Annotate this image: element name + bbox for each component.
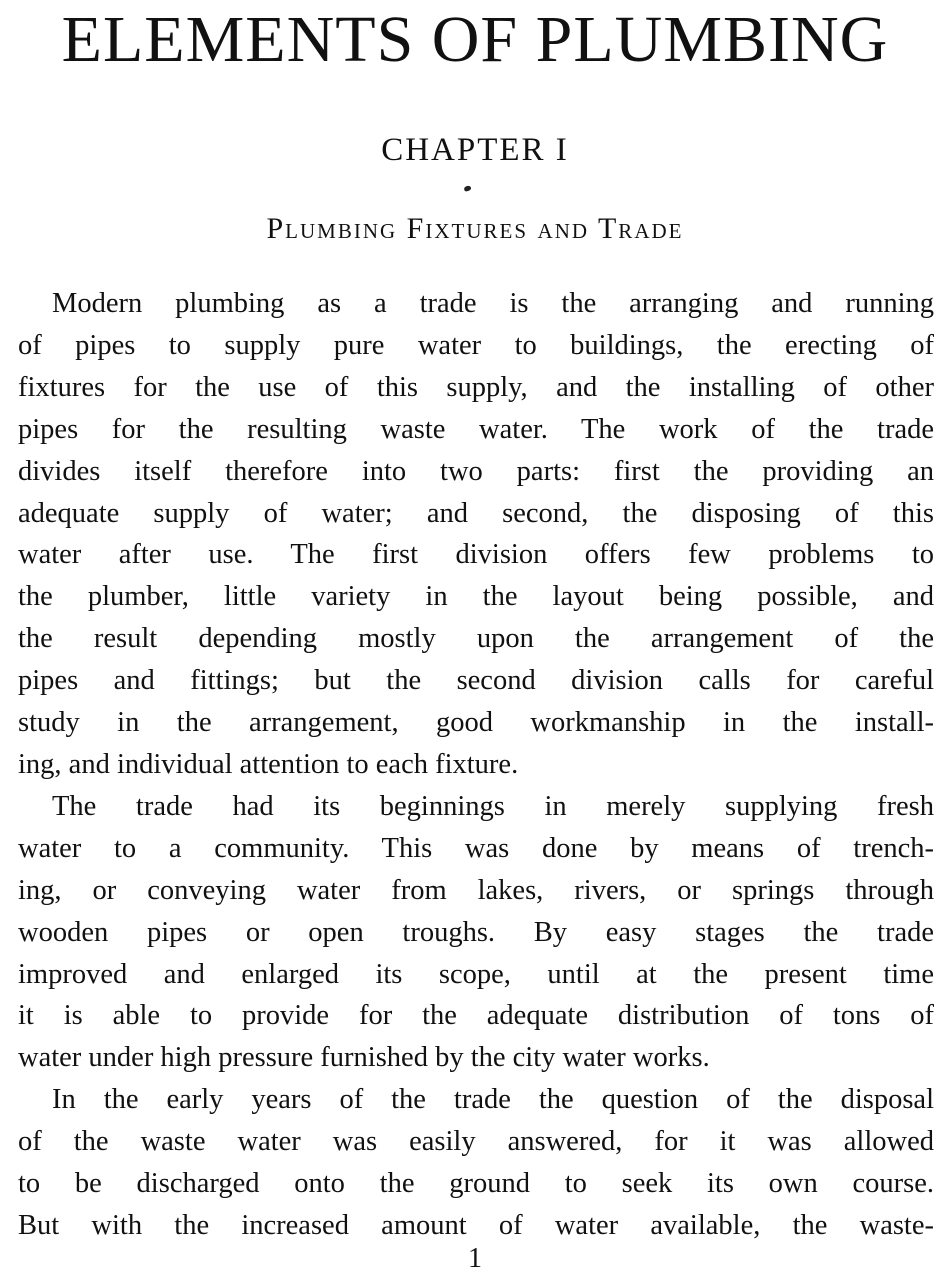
text-line: it is able to provide for the adequate distribution of tons of <box>18 1000 934 1032</box>
chapter-label: CHAPTER I <box>381 132 569 168</box>
text-line: ing, and individual attention to each fixture. <box>18 748 519 780</box>
text-line: Modern plumbing as a trade is the arranging and running <box>52 288 934 319</box>
text-line: improved and enlarged its scope, until at the present time <box>18 958 934 990</box>
text-line: water to a community. This was done by means of trench- <box>18 832 934 864</box>
chapter-ornament-icon <box>463 185 471 192</box>
text-line: to be discharged onto the ground to seek its own course. <box>18 1168 934 1200</box>
text-line: pipes for the resulting waste water. The work of the trade <box>18 413 934 445</box>
text-line: wooden pipes or open troughs. By easy stages the trade <box>18 916 934 948</box>
text-line: of the waste water was easily answered, for it was allowed <box>18 1126 934 1158</box>
text-line: pipes and fittings; but the second division calls for careful <box>18 665 934 697</box>
text-line: adequate supply of water; and second, the disposing of this <box>18 497 934 529</box>
text-line: ing, or conveying water from lakes, rivers, or springs through <box>18 874 934 906</box>
chapter-body <box>18 283 934 1247</box>
paragraph-1 <box>18 283 934 786</box>
text-line: study in the arrangement, good workmanship in the install- <box>18 707 934 739</box>
chapter-title: Plumbing Fixtures and Trade <box>266 212 684 245</box>
book-title: ELEMENTS OF PLUMBING <box>61 3 889 76</box>
page-number: 1 <box>468 1243 482 1274</box>
text-line: water under high pressure furnished by the city water works. <box>18 1042 710 1074</box>
text-line: The trade had its beginnings in merely supplying fresh <box>52 790 934 822</box>
text-line: the result depending mostly upon the arrangement of the <box>18 623 934 655</box>
text-line: divides itself therefore into two parts: first the providing an <box>18 455 934 487</box>
paragraph-2 <box>18 786 934 1079</box>
text-line: In the early years of the trade the question of the disposal <box>52 1084 934 1116</box>
text-line: water after use. The first division offers few problems to <box>18 539 934 571</box>
text-line: fixtures for the use of this supply, and the installing of other <box>18 371 934 403</box>
text-line: of pipes to supply pure water to buildings, the erecting of <box>18 329 934 361</box>
paragraph-3 <box>18 1079 934 1247</box>
text-line: the plumber, little variety in the layout being possible, and <box>18 581 934 613</box>
text-line: But with the increased amount of water available, the waste- <box>18 1209 934 1241</box>
